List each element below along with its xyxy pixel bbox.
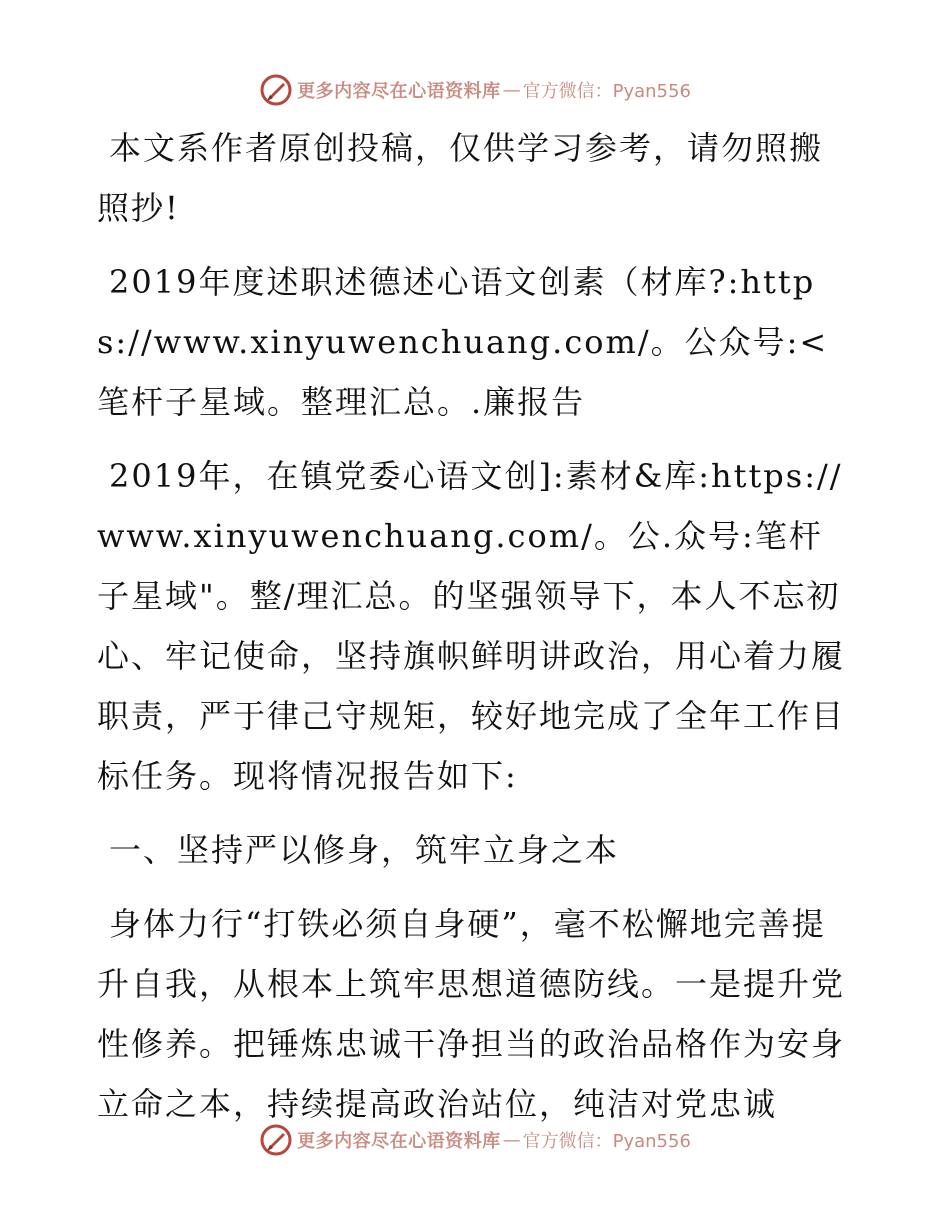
footer-brand-text: 更多内容尽在心语资料库 [297, 1131, 501, 1152]
footer-separator: — [502, 1129, 521, 1151]
footer-wechat-text: 官方微信：Pyan556 [522, 1131, 691, 1152]
footer-banner [0, 1120, 950, 1160]
paragraph-disclaimer: 本文系作者原创投稿，仅供学习参考，请勿照搬照抄! [97, 129, 824, 227]
pen-logo-icon [259, 73, 293, 107]
header-brand-text: 更多内容尽在心语资料库 [297, 81, 501, 102]
paragraph-title: 2019年度述职述德述心语文创素（材库?:https://www.xinyuwenchuang.com/。公众号:<笔杆子星域。整理汇总。.廉报告 [97, 263, 829, 421]
pen-logo-icon [259, 1123, 293, 1157]
header-wechat-text: 官方微信：Pyan556 [522, 81, 691, 102]
paragraph-section-1: 身体力行“打铁必须自身硬”，毫不松懈地完善提升自我，从根本上筑牢思想道德防线。一是提升党性修养。把锤炼忠诚干净担当的政治品格作为安身立命之本，持续提高政治站位，纯洁对党忠诚 [97, 905, 846, 1123]
section-heading-1: 一、坚持严以修身，筑牢立身之本 [109, 831, 620, 869]
header-separator: — [502, 79, 521, 101]
header-banner [0, 70, 950, 110]
paragraph-intro: 2019年，在镇党委心语文创]:素材&库:https://www.xinyuwenchuang.com/。公.众号:笔杆子星域"。整/理汇总。的坚强领导下，本人不忘初心、牢记使命，坚持旗帜鲜明讲政治，用心着力履职责，严于律己守规矩，较好地完成了全年工作目标任务。现将情况报告如下: [97, 457, 846, 795]
document-body [97, 118, 852, 1148]
